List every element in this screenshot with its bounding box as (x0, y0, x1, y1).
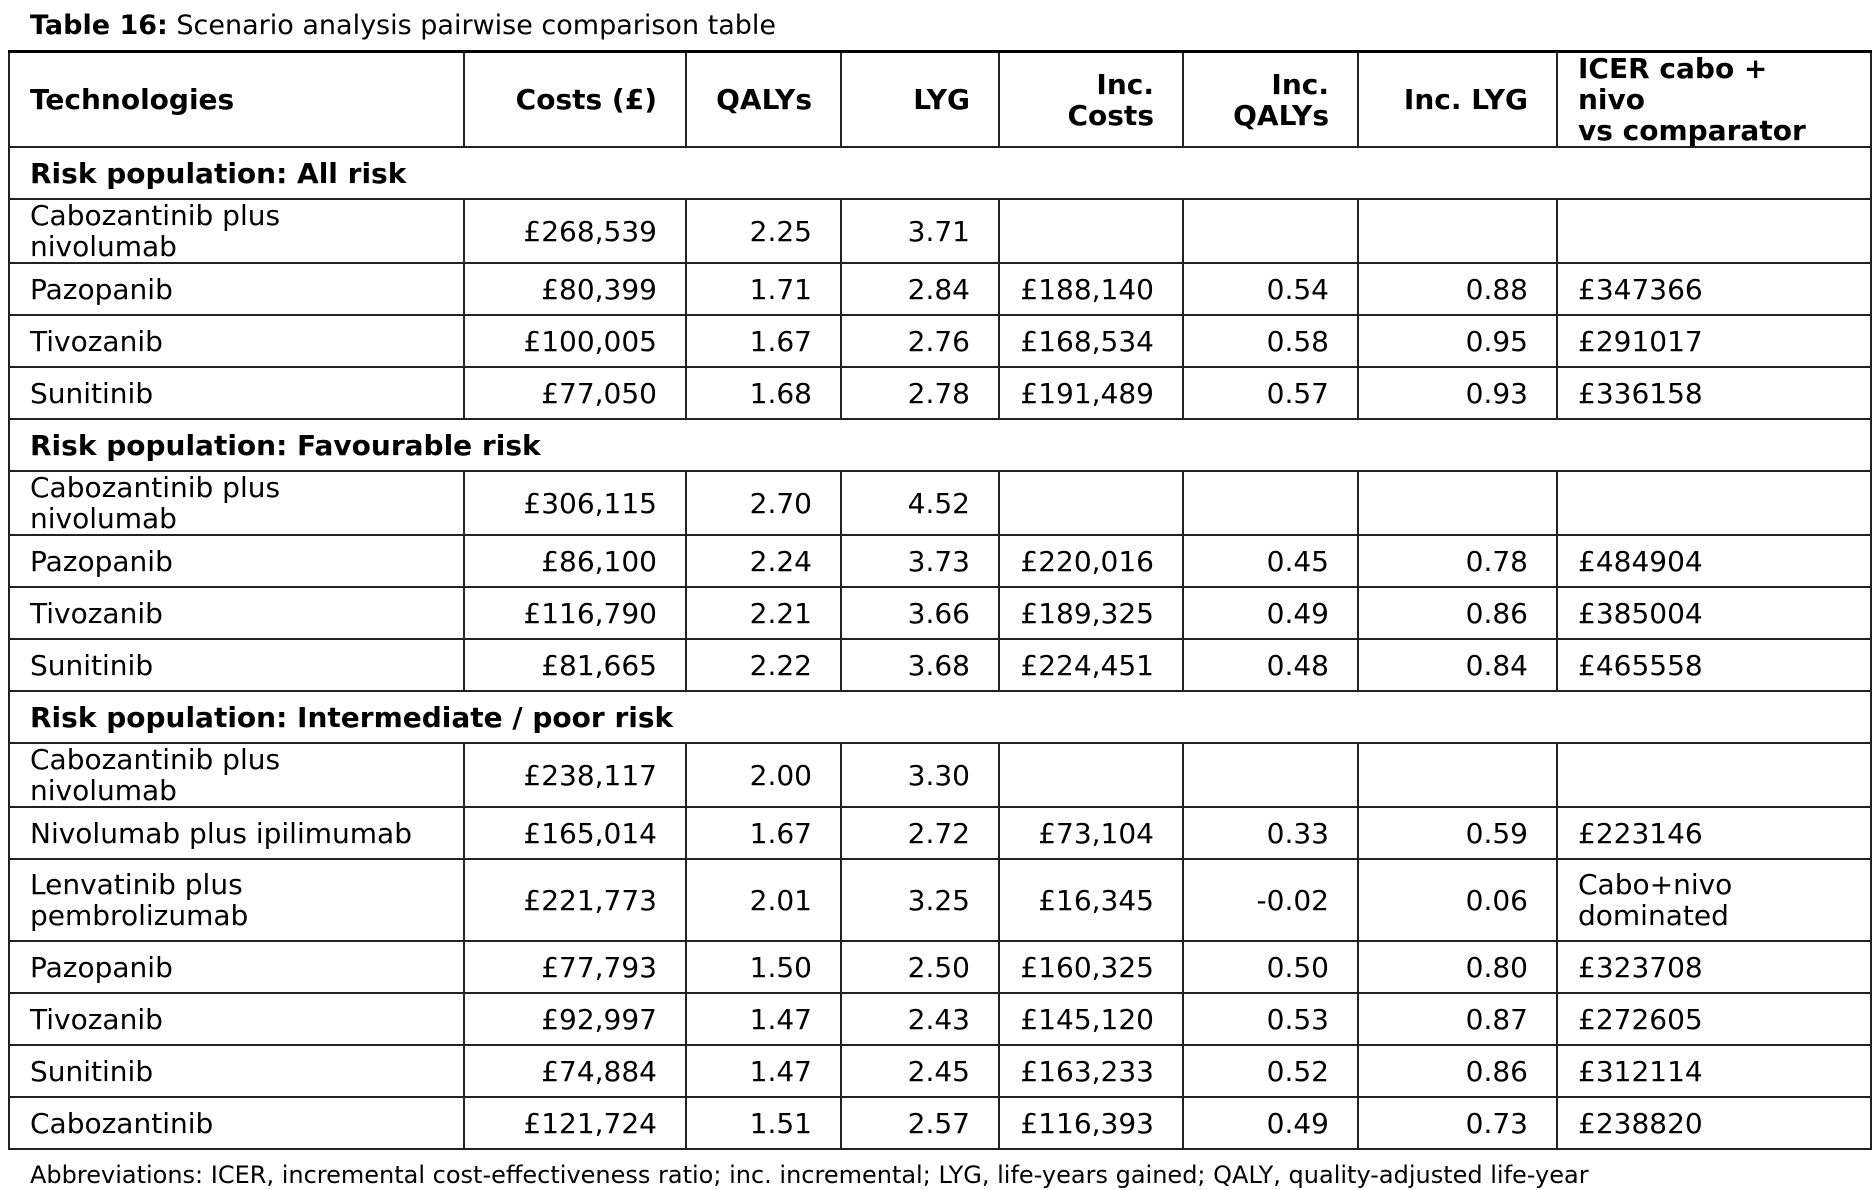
cell-lyg: 2.72 (841, 807, 999, 859)
cell-lyg: 4.52 (841, 471, 999, 535)
cell-costs: £121,724 (464, 1097, 686, 1149)
technology-line: Sunitinib (30, 648, 154, 682)
icer-line: £484904 (1578, 544, 1703, 578)
cell-icer (1557, 587, 1871, 639)
cell-lyg: 3.66 (841, 587, 999, 639)
table-caption (8, 0, 1870, 50)
cell-costs: £92,997 (464, 993, 686, 1045)
header-qalys: QALYs (686, 52, 841, 148)
cell-technology (9, 1045, 464, 1097)
cell-inc-qalys: 0.52 (1183, 1045, 1358, 1097)
cell-inc-lyg: 0.73 (1358, 1097, 1557, 1149)
cell-qalys: 1.47 (686, 993, 841, 1045)
icer-line: £291017 (1578, 324, 1703, 358)
cell-inc-costs: £220,016 (999, 535, 1183, 587)
cell-inc-costs: £191,489 (999, 367, 1183, 419)
table-row (9, 471, 1871, 535)
icer-line: £238820 (1578, 1106, 1703, 1140)
cell-qalys: 1.67 (686, 807, 841, 859)
icer-line: £323708 (1578, 950, 1703, 984)
table-row (9, 535, 1871, 587)
table-row (9, 639, 1871, 691)
table-row (9, 807, 1871, 859)
cell-costs: £77,050 (464, 367, 686, 419)
technology-line: Cabozantinib (30, 1106, 214, 1140)
cell-inc-lyg: 0.86 (1358, 1045, 1557, 1097)
cell-lyg: 3.73 (841, 535, 999, 587)
cell-icer (1557, 1045, 1871, 1097)
cell-icer (1557, 471, 1871, 535)
header-inc-costs-line: Inc. (1096, 67, 1154, 101)
cell-inc-qalys: 0.45 (1183, 535, 1358, 587)
cell-technology (9, 587, 464, 639)
technology-line: pembrolizumab (30, 899, 249, 932)
cell-inc-costs: £224,451 (999, 639, 1183, 691)
cell-inc-qalys: 0.54 (1183, 263, 1358, 315)
table-caption-label: Table 16: (30, 10, 168, 41)
technology-line: Pazopanib (30, 544, 173, 578)
header-costs: Costs (£) (464, 52, 686, 148)
table-row (9, 1045, 1871, 1097)
table-caption-text: Scenario analysis pairwise comparison table (176, 10, 777, 41)
cell-qalys: 1.68 (686, 367, 841, 419)
cell-icer (1557, 199, 1871, 263)
cell-qalys: 2.22 (686, 639, 841, 691)
technology-line: Sunitinib (30, 1054, 154, 1088)
group-title: Risk population: Intermediate / poor risk (9, 691, 1871, 743)
cell-lyg: 2.57 (841, 1097, 999, 1149)
cell-lyg: 2.78 (841, 367, 999, 419)
table-row (9, 199, 1871, 263)
cell-inc-qalys: 0.49 (1183, 1097, 1358, 1149)
header-inc-costs-line: Costs (1067, 98, 1154, 132)
cell-costs: £86,100 (464, 535, 686, 587)
technology-line: Tivozanib (30, 596, 163, 630)
cell-inc-lyg: 0.59 (1358, 807, 1557, 859)
cell-costs: £116,790 (464, 587, 686, 639)
cell-technology (9, 367, 464, 419)
header-lyg: LYG (841, 52, 999, 148)
cell-costs: £306,115 (464, 471, 686, 535)
cell-lyg: 2.45 (841, 1045, 999, 1097)
cell-icer (1557, 807, 1871, 859)
document-page (8, 0, 1870, 1190)
cell-inc-qalys: 0.53 (1183, 993, 1358, 1045)
cell-inc-costs: £189,325 (999, 587, 1183, 639)
cell-inc-costs (999, 471, 1183, 535)
cell-lyg: 3.71 (841, 199, 999, 263)
cell-inc-lyg (1358, 199, 1557, 263)
cell-inc-costs: £163,233 (999, 1045, 1183, 1097)
cell-qalys: 2.00 (686, 743, 841, 807)
cell-inc-qalys: 0.50 (1183, 941, 1358, 993)
cell-lyg: 2.43 (841, 993, 999, 1045)
cell-technology (9, 315, 464, 367)
cell-icer (1557, 263, 1871, 315)
cell-inc-costs (999, 743, 1183, 807)
cell-inc-costs: £116,393 (999, 1097, 1183, 1149)
technology-line: Pazopanib (30, 950, 173, 984)
icer-line: £347366 (1578, 272, 1703, 306)
cell-inc-costs: £160,325 (999, 941, 1183, 993)
cell-costs: £77,793 (464, 941, 686, 993)
technology-line: Lenvatinib plus (30, 868, 243, 901)
icer-line: £272605 (1578, 1002, 1703, 1036)
header-technologies: Technologies (9, 52, 464, 148)
cell-inc-lyg: 0.86 (1358, 587, 1557, 639)
icer-line: £465558 (1578, 648, 1703, 682)
cell-inc-qalys: 0.33 (1183, 807, 1358, 859)
cell-inc-lyg (1358, 471, 1557, 535)
technology-line: Tivozanib (30, 1002, 163, 1036)
cell-qalys: 2.21 (686, 587, 841, 639)
cell-technology (9, 263, 464, 315)
table-row (9, 263, 1871, 315)
technology-line: Nivolumab plus ipilimumab (30, 816, 412, 850)
cell-inc-qalys (1183, 471, 1358, 535)
icer-line: £385004 (1578, 596, 1703, 630)
cell-qalys: 1.51 (686, 1097, 841, 1149)
cell-technology (9, 471, 464, 535)
table-row (9, 859, 1871, 941)
group-header-row (9, 419, 1871, 471)
header-inc-qalys-line: QALYs (1233, 98, 1329, 132)
cell-technology (9, 199, 464, 263)
icer-line: £336158 (1578, 376, 1703, 410)
cell-inc-lyg: 0.88 (1358, 263, 1557, 315)
cell-inc-lyg: 0.80 (1358, 941, 1557, 993)
header-icer-line: vs comparator (1578, 114, 1806, 147)
icer-line: dominated (1578, 899, 1729, 932)
cell-icer (1557, 993, 1871, 1045)
cell-technology (9, 743, 464, 807)
header-inc-qalys (1183, 52, 1358, 148)
table-body (9, 147, 1871, 1149)
table-row (9, 941, 1871, 993)
cell-inc-qalys: 0.48 (1183, 639, 1358, 691)
cell-icer (1557, 859, 1871, 941)
table-row (9, 315, 1871, 367)
technology-line: Pazopanib (30, 272, 173, 306)
scenario-comparison-table (8, 50, 1872, 1150)
cell-qalys: 2.70 (686, 471, 841, 535)
header-icer-line: ICER cabo + nivo (1578, 52, 1768, 116)
cell-qalys: 1.71 (686, 263, 841, 315)
cell-icer (1557, 1097, 1871, 1149)
table-footnote: Abbreviations: ICER, incremental cost-effectiveness ratio; inc. incremental; LYG, life-years gained; QALY, quality-adjusted life-year (30, 1161, 1589, 1189)
cell-inc-qalys: 0.49 (1183, 587, 1358, 639)
icer-line: £312114 (1578, 1054, 1703, 1088)
group-header-row (9, 147, 1871, 199)
cell-technology (9, 639, 464, 691)
technology-line: Cabozantinib plus nivolumab (30, 199, 281, 263)
technology-line: Cabozantinib plus nivolumab (30, 743, 281, 807)
cell-inc-qalys (1183, 199, 1358, 263)
cell-costs: £80,399 (464, 263, 686, 315)
cell-inc-qalys: 0.58 (1183, 315, 1358, 367)
cell-costs: £221,773 (464, 859, 686, 941)
cell-inc-costs: £145,120 (999, 993, 1183, 1045)
cell-inc-lyg: 0.84 (1358, 639, 1557, 691)
cell-lyg: 2.84 (841, 263, 999, 315)
cell-qalys: 2.24 (686, 535, 841, 587)
cell-technology (9, 807, 464, 859)
technology-line: Cabozantinib plus nivolumab (30, 471, 281, 535)
icer-line: £223146 (1578, 816, 1703, 850)
cell-inc-qalys: 0.57 (1183, 367, 1358, 419)
table-row (9, 1097, 1871, 1149)
cell-inc-costs: £168,534 (999, 315, 1183, 367)
cell-qalys: 1.50 (686, 941, 841, 993)
cell-inc-qalys (1183, 743, 1358, 807)
cell-inc-lyg: 0.87 (1358, 993, 1557, 1045)
cell-inc-lyg: 0.95 (1358, 315, 1557, 367)
header-icer (1557, 52, 1871, 148)
cell-costs: £268,539 (464, 199, 686, 263)
group-title: Risk population: Favourable risk (9, 419, 1871, 471)
header-inc-qalys-line: Inc. (1271, 67, 1329, 101)
cell-inc-lyg: 0.78 (1358, 535, 1557, 587)
cell-inc-lyg (1358, 743, 1557, 807)
cell-lyg: 3.30 (841, 743, 999, 807)
cell-technology (9, 535, 464, 587)
cell-technology (9, 941, 464, 993)
table-row (9, 367, 1871, 419)
cell-icer (1557, 535, 1871, 587)
cell-inc-lyg: 0.93 (1358, 367, 1557, 419)
cell-inc-costs: £16,345 (999, 859, 1183, 941)
cell-qalys: 2.25 (686, 199, 841, 263)
header-inc-costs (999, 52, 1183, 148)
group-header-row (9, 691, 1871, 743)
cell-costs: £81,665 (464, 639, 686, 691)
cell-icer (1557, 315, 1871, 367)
cell-costs: £238,117 (464, 743, 686, 807)
cell-qalys: 1.47 (686, 1045, 841, 1097)
table-row (9, 993, 1871, 1045)
cell-lyg: 2.50 (841, 941, 999, 993)
cell-lyg: 3.68 (841, 639, 999, 691)
cell-icer (1557, 743, 1871, 807)
cell-inc-costs: £73,104 (999, 807, 1183, 859)
header-inc-lyg: Inc. LYG (1358, 52, 1557, 148)
cell-costs: £100,005 (464, 315, 686, 367)
technology-line: Tivozanib (30, 324, 163, 358)
cell-icer (1557, 941, 1871, 993)
cell-costs: £165,014 (464, 807, 686, 859)
group-title: Risk population: All risk (9, 147, 1871, 199)
table-row (9, 587, 1871, 639)
cell-qalys: 1.67 (686, 315, 841, 367)
cell-inc-costs: £188,140 (999, 263, 1183, 315)
cell-icer (1557, 367, 1871, 419)
header-row (9, 52, 1871, 148)
cell-technology (9, 993, 464, 1045)
cell-costs: £74,884 (464, 1045, 686, 1097)
cell-inc-qalys: -0.02 (1183, 859, 1358, 941)
cell-icer (1557, 639, 1871, 691)
icer-line: Cabo+nivo (1578, 868, 1733, 901)
cell-lyg: 2.76 (841, 315, 999, 367)
table-row (9, 743, 1871, 807)
cell-technology (9, 859, 464, 941)
cell-technology (9, 1097, 464, 1149)
cell-inc-lyg: 0.06 (1358, 859, 1557, 941)
cell-inc-costs (999, 199, 1183, 263)
cell-qalys: 2.01 (686, 859, 841, 941)
cell-lyg: 3.25 (841, 859, 999, 941)
technology-line: Sunitinib (30, 376, 154, 410)
